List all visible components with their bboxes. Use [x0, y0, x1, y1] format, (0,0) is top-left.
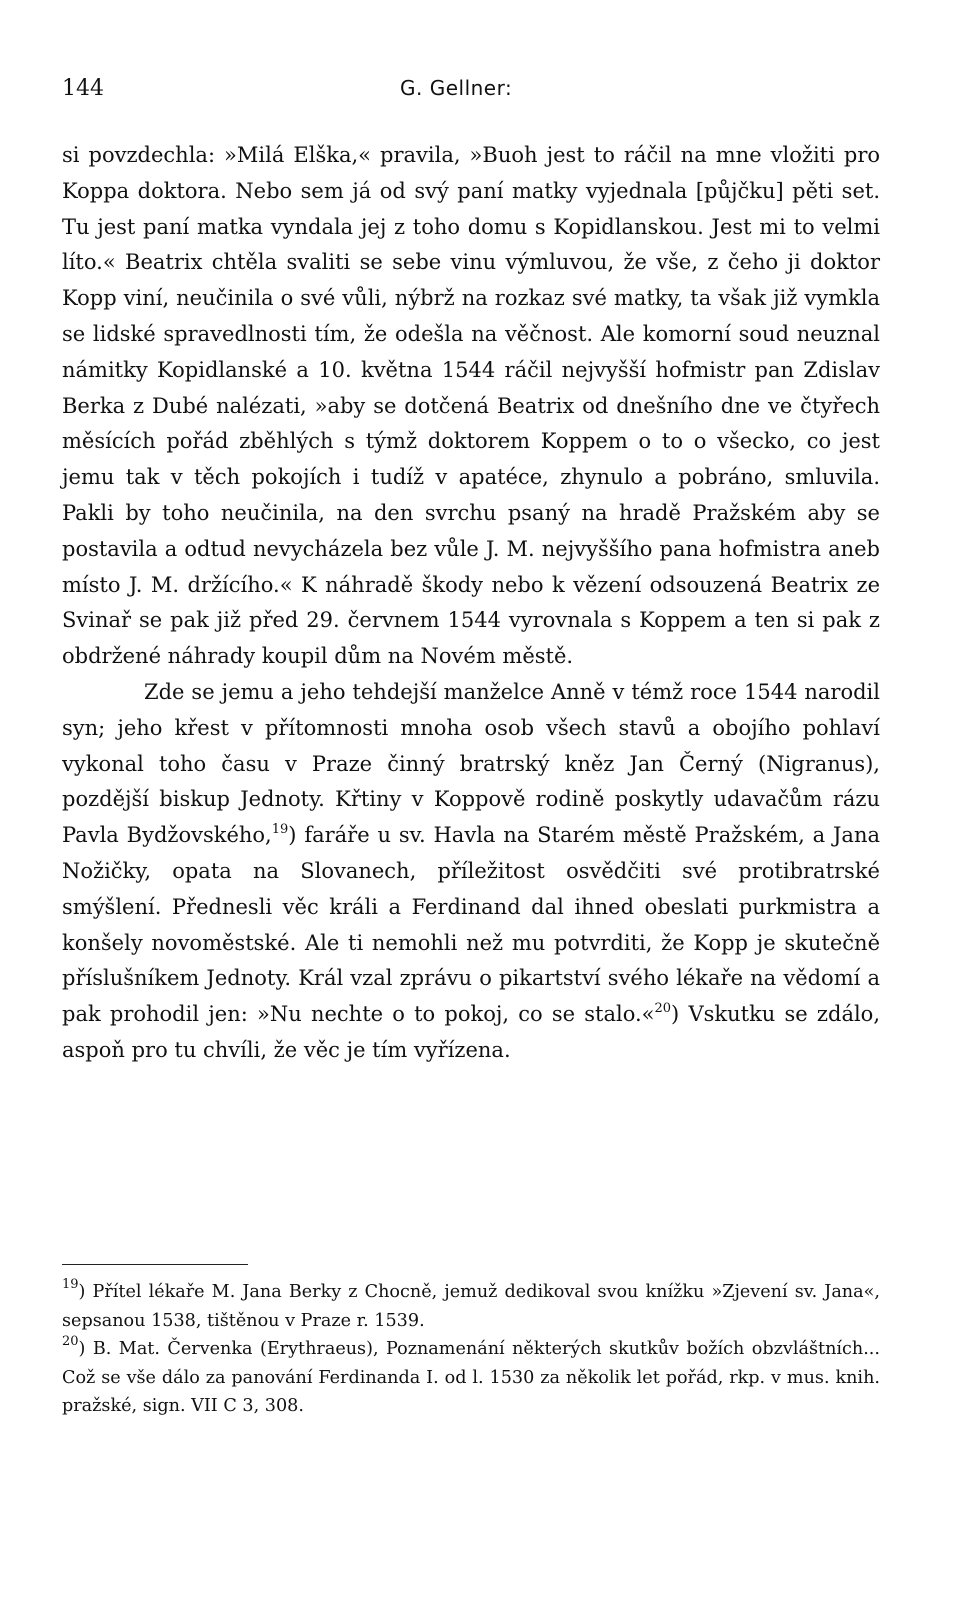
- running-head: G. Gellner:: [400, 76, 513, 100]
- footnote-marker: 20: [62, 1334, 79, 1349]
- page-number: 144: [62, 76, 104, 101]
- paragraph-1: si povzdechla: »Milá Elška,« pravila, »Buoh jest to ráčil na mne vložiti pro Koppa doktora. Nebo sem já od svý paní matky vyjednala [půjčku] pěti set. Tu jest paní matka vyndala jej z toho domu s Kopidlanskou. Jest mi to velmi líto.« Beatrix chtěla svaliti se sebe vinu výmluvou, že vše, z čeho ji doktor Kopp viní, neučinila o své vůli, nýbrž na rozkaz své matky, ta však již vymkla se lidské spravedlnosti tím, že odešla na věčnost. Ale komorní soud neuznal námitky Kopidlanské a 10. května 1544 ráčil nejvyšší hofmistr pan Zdislav Berka z Dubé nalézati, »aby se dotčená Beatrix od dnešního dne ve čtyřech měsících pořád zběhlých s týmž doktorem Koppem o to o všecko, co jest jemu tak v těch pokojích i tudíž v apatéce, zhynulo a pobráno, smluvila. Pakli by toho neučinila, na den svrchu psaný na hradě Pražském aby se postavila a odtud nevycházela bez vůle J. M. nejvyššího pana hofmistra aneb místo J. M. držícího.« K náhradě škody nebo k vězení odsouzená Beatrix ze Svinař se pak již před 29. červnem 1544 vyrovnala s Koppem a ten si pak z obdržené náhrady koupil dům na Novém městě.: [62, 143, 880, 669]
- footnote-marker: 19: [62, 1277, 79, 1292]
- footnote-separator: [62, 1264, 248, 1265]
- paragraph-2-part-a: Zde se jemu a jeho tehdejší manželce Anně v témž roce 1544 narodil syn; jeho křest v přítomnosti mnoha osob všech stavů a obojího pohlaví vykonal toho času v Praze činný bratrský kněz Jan Černý (Nigranus), pozdější biskup Jednoty. Křtiny v Koppově rodině poskytly udavačům rázu Pavla Bydžovského,: [62, 679, 880, 848]
- page-header: [62, 70, 880, 110]
- paragraph-2: [62, 675, 880, 1069]
- footnote-ref-20: 20: [654, 1001, 672, 1017]
- footnote-text: ) Přítel lékaře M. Jana Berky z Chocně, jemuž dedikoval svou knížku »Zjevení sv. Jana«, sepsanou 1538, tištěnou v Praze r. 1539.: [62, 1282, 880, 1331]
- paragraph-2-part-b: ) faráře u sv. Havla na Starém městě Pražském, a Jana Nožičky, opata na Slovanech, příležitost osvědčiti své protibratrské smýšlení. Přednesli věc králi a Ferdinand dal ihned obeslati purkmistra a konšely novoměstské. Ale ti nemohli než mu potvrditi, že Kopp je skutečně příslušníkem Jednoty. Král vzal zprávu o pikartství svého lékaře na vědomí a pak prohodil jen: »Nu nechte o to pokoj, co se stalo.«: [62, 823, 880, 1027]
- footnote-ref-19: 19: [271, 822, 289, 838]
- footnote-text: ) B. Mat. Červenka (Erythraeus), Poznamenání některých skutkův božích obzvláštních... Což se vše dálo za panování Ferdinanda I. od l. 1530 za několik let pořád, rkp. v mus. knih. pražské, sign. VII C 3, 308.: [62, 1339, 880, 1416]
- paragraph-2-part-c: ) Vskutku se zdálo, aspoň pro tu chvíli, že věc je tím vyřízena.: [62, 1002, 880, 1062]
- footnote-19: [62, 1278, 880, 1335]
- body-text: [62, 138, 880, 1069]
- footnote-20: [62, 1335, 880, 1421]
- footnotes: [62, 1278, 880, 1421]
